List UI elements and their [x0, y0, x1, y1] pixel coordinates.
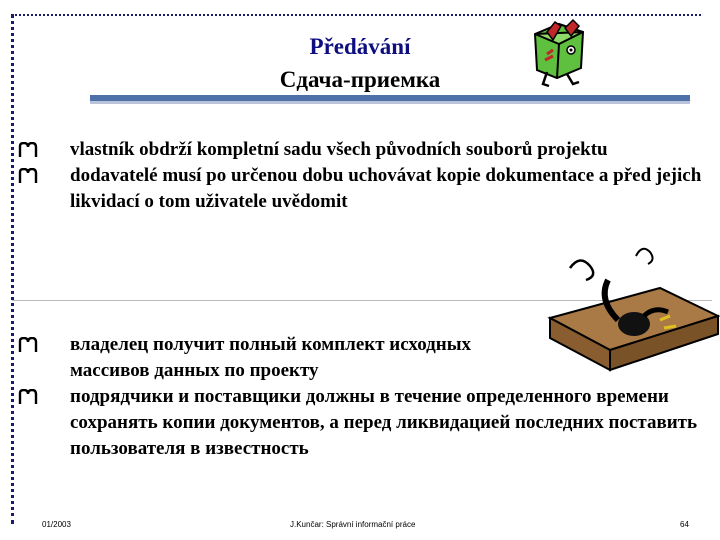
- bullet-text: подрядчики и поставщики должны в течение определенного времени сохранять копии документов, а перед ликвидацией последних поставить пользователя в известность: [70, 386, 698, 459]
- slide-title: [240, 30, 480, 96]
- title-russian: Сдача-приемка: [279, 67, 441, 92]
- bullet-text: владелец получит полный комплект исходных массивов данных по проекту: [70, 334, 472, 381]
- footer-date: 01/2003: [42, 520, 71, 529]
- hollow-m-bullet-icon: [18, 389, 38, 405]
- list-item: [14, 332, 550, 384]
- bullet-text: vlastník obdrží kompletní sadu všech původních souborů projektu: [70, 139, 608, 160]
- hollow-m-bullet-icon: [18, 168, 38, 184]
- russian-bullet-list: [14, 332, 714, 462]
- walking-cube-clipart-icon: [525, 18, 593, 90]
- list-item: [14, 384, 714, 462]
- top-dotted-border: [11, 14, 701, 16]
- hollow-m-bullet-icon: [18, 337, 38, 353]
- czech-bullet-list: [14, 137, 714, 215]
- hollow-m-bullet-icon: [18, 142, 38, 158]
- bullet-text: dodavatelé musí po určenou dobu uchovávat kopie dokumentace a před jejich likvidací o tom uživatele uvědomit: [70, 165, 702, 212]
- title-rule-shadow: [90, 101, 690, 104]
- footer-page-number: 64: [680, 520, 689, 529]
- list-item: [14, 163, 714, 215]
- list-item: [14, 137, 714, 163]
- footer-course: J.Kunčar: Správní informační práce: [290, 520, 416, 529]
- title-czech: Předávání: [309, 34, 411, 59]
